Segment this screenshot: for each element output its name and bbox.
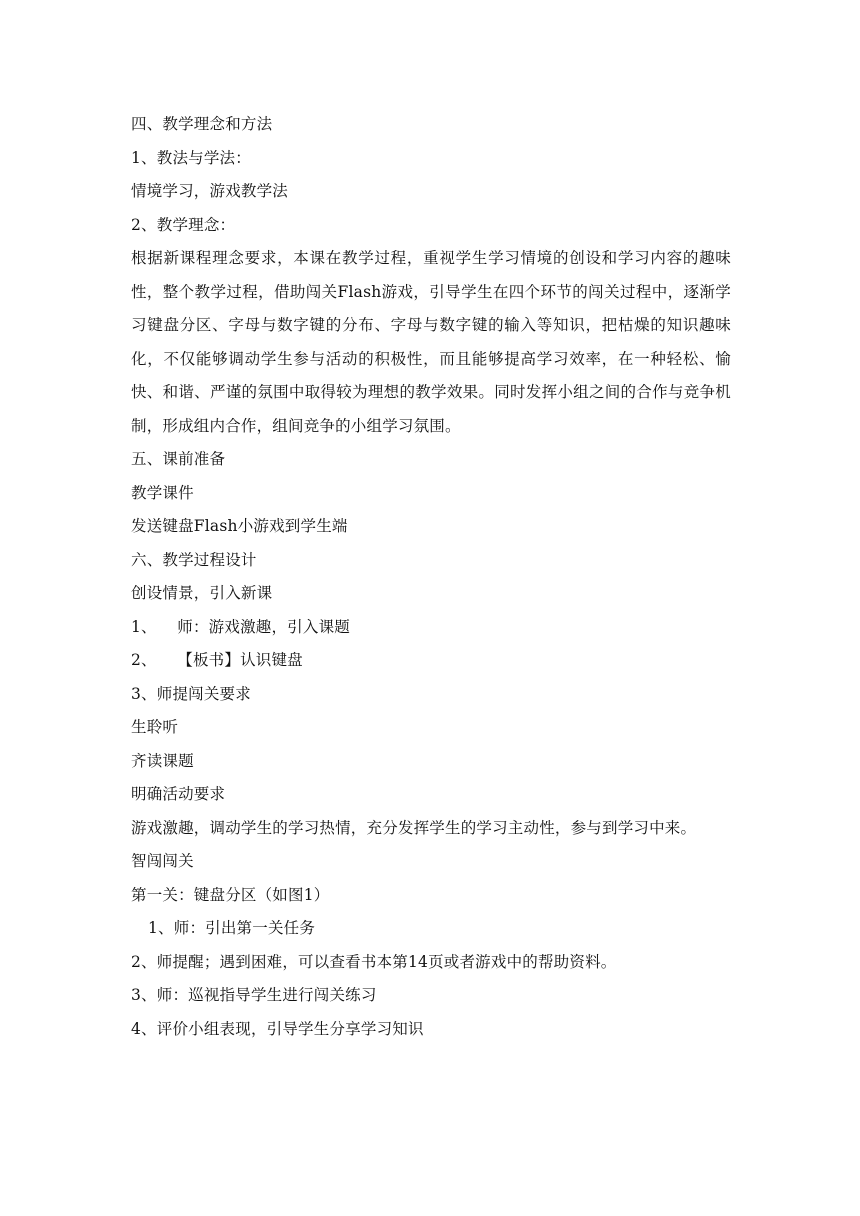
section-6-subheading-2: 智闯闯关 xyxy=(131,852,194,870)
section-6-subheading-1: 创设情景，引入新课 xyxy=(131,584,273,602)
section-4-item-1-text: 情境学习，游戏教学法 xyxy=(131,182,289,200)
level-1-step-4: 4、评价小组表现，引导学生分享学习知识 xyxy=(131,1019,424,1038)
section-4-item-2-paragraph: 根据新课程理念要求，本课在教学过程，重视学生学习情境的创设和学习内容的趣味性，整个教学过程，借助闯关Flash游戏，引导学生在四个环节的闯关过程中，逐渐学习键盘分区、字母与数字键的分布、字母与数字键的输入等知识，把枯燥的知识趣味化，不仅能够调动学生参与活动的积极性，而且能够提高学习效率，在一种轻松、愉快、和谐、严谨的氛围中取得较为理想的教学效果。同时发挥小组之间的合作与竞争机制，形成组内合作，组间竞争的小组学习氛围。 xyxy=(131,249,731,435)
section-5-line-1: 教学课件 xyxy=(131,483,194,502)
level-1-step-1: 1、师：引出第一关任务 xyxy=(148,919,316,937)
level-1-title: 第一关：键盘分区（如图1） xyxy=(131,885,330,904)
section-6-intent-paragraph: 游戏激趣，调动学生的学习热情，充分发挥学生的学习主动性，参与到学习中来。 xyxy=(131,818,697,837)
section-4-heading: 四、教学理念和方法 xyxy=(131,115,273,133)
section-4-item-2: 2、教学理念： xyxy=(131,215,236,234)
section-6-student-activity-1: 生聆听 xyxy=(131,718,179,736)
section-6-heading: 六、教学过程设计 xyxy=(131,550,257,569)
section-6-student-activity-3: 明确活动要求 xyxy=(131,785,226,803)
section-5-heading: 五、课前准备 xyxy=(131,450,226,468)
section-6-student-activity-2: 齐读课题 xyxy=(131,751,194,770)
section-6-step-3: 3、师提闯关要求 xyxy=(131,684,251,703)
section-5-line-2: 发送键盘Flash小游戏到学生端 xyxy=(131,517,348,535)
document-page xyxy=(131,108,731,1046)
section-6-step-2: 2、 【板书】认识键盘 xyxy=(131,651,303,669)
level-1-step-3: 3、师：巡视指导学生进行闯关练习 xyxy=(131,986,377,1004)
section-4-item-1: 1、教法与学法： xyxy=(131,148,251,167)
section-6-step-1: 1、 师：游戏激趣，引入课题 xyxy=(131,617,350,636)
level-1-step-2: 2、师提醒；遇到困难，可以查看书本第14页或者游戏中的帮助资料。 xyxy=(131,952,617,971)
